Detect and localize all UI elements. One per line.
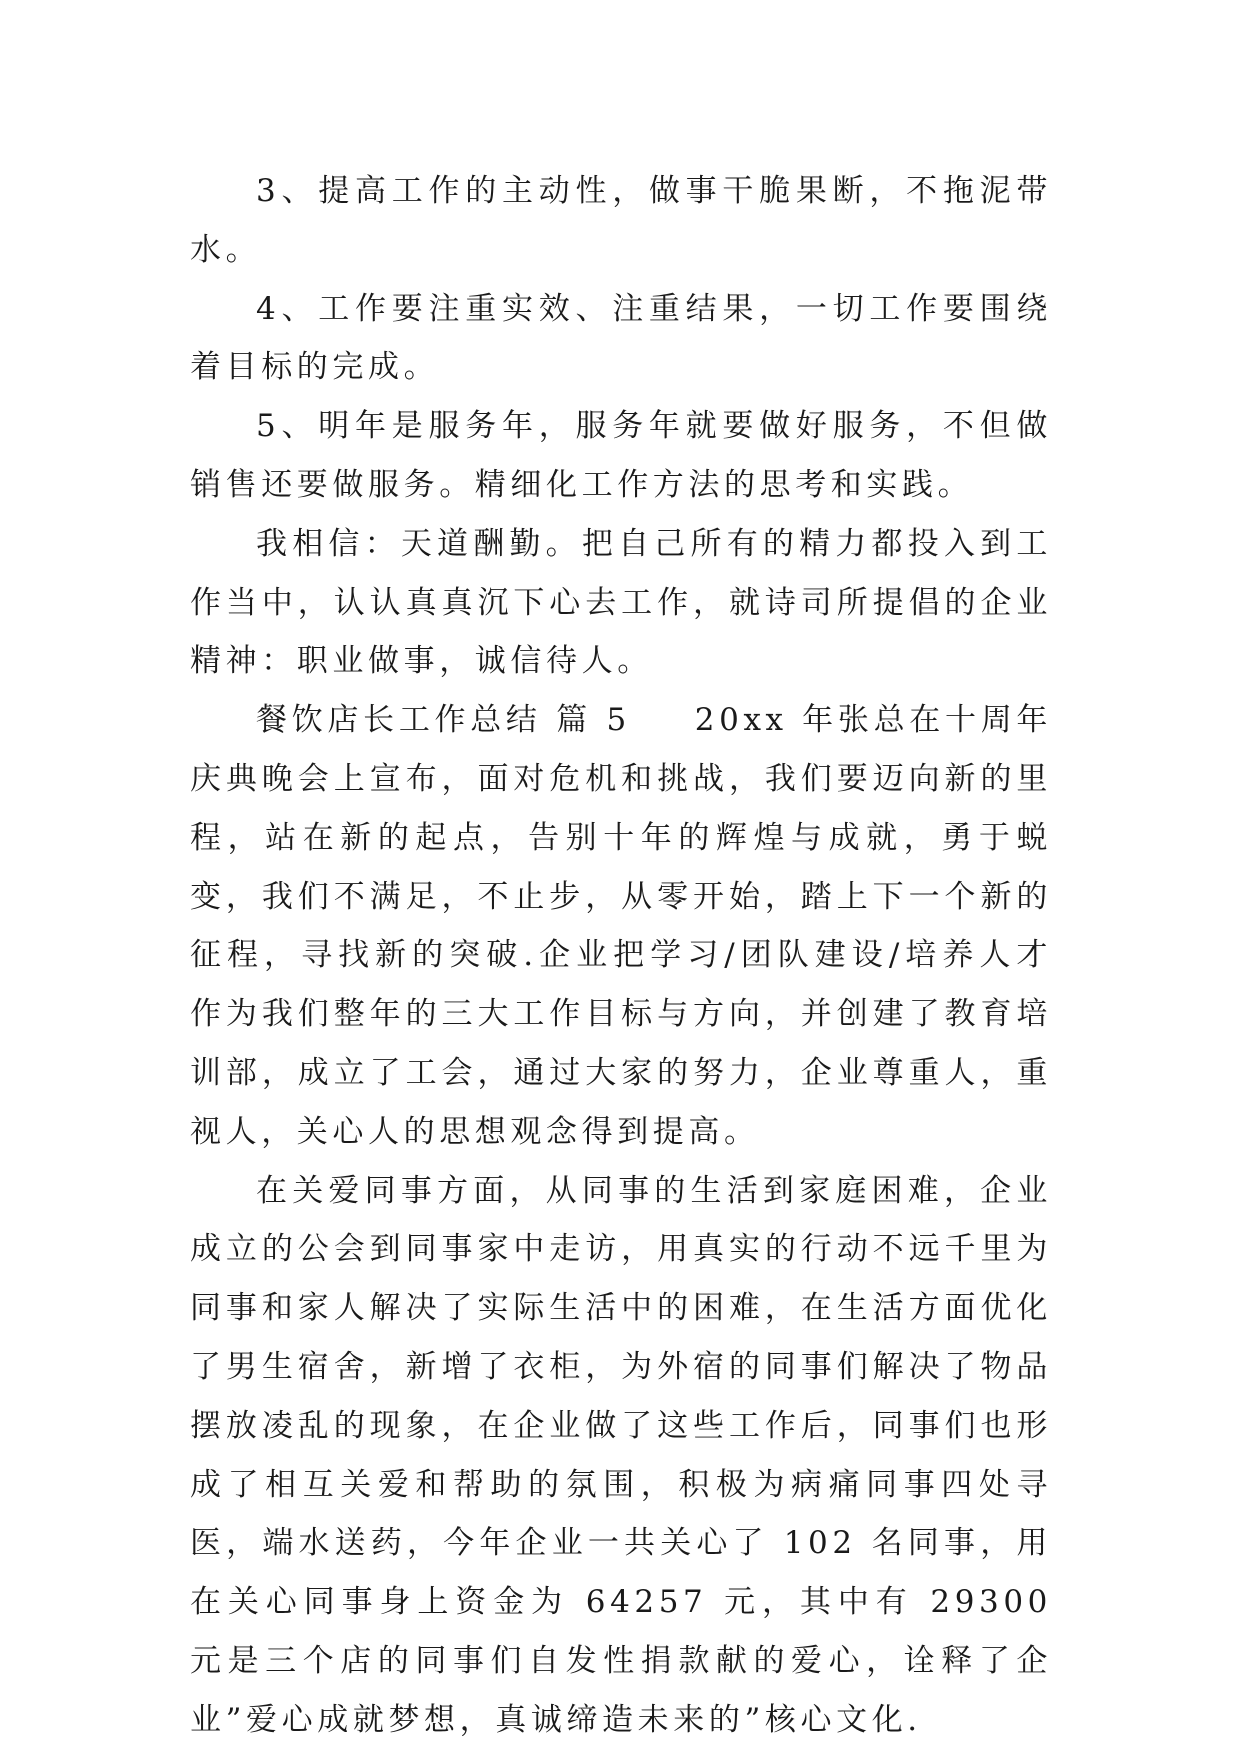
section-paragraph [190,691,1052,1161]
paragraph-item-3: 3、提高工作的主动性，做事干脆果断，不拖泥带水。 [190,173,1052,268]
paragraph-item-5: 5、明年是服务年，服务年就要做好服务，不但做销售还要做服务。精细化工作方法的思考和实践。 [190,408,1052,503]
paragraph-belief: 我相信：天道酬勤。把自己所有的精力都投入到工作当中，认认真真沉下心去工作，就诗司所提倡的企业精神：职业做事，诚信待人。 [190,525,1052,680]
document-body [190,162,1052,1750]
section-heading: 餐饮店长工作总结 篇 5 [256,702,631,739]
closing-paragraph: 在关爱同事方面，从同事的生活到家庭困难，企业成立的公会到同事家中走访，用真实的行动不远千里为同事和家人解决了实际生活中的困难，在生活方面优化了男生宿舍，新增了衣柜，为外宿的同事们解决了物品摆放凌乱的现象，在企业做了这些工作后，同事们也形成了相互关爱和帮助的氛围，积极为病痛同事四处寻医，端水送药，今年企业一共关心了 102 名同事，用在关心同事身上资金为 64257 元，其中有 29300 元是三个店的同事们自发性捐款献的爱心，诠释了企业”爱心成就梦想，真诚缔造未来的”核心文化. [190,1172,1052,1738]
paragraph-item-4: 4、工作要注重实效、注重结果，一切工作要围绕着目标的完成。 [190,290,1052,386]
section-first-paragraph: 20xx 年张总在十周年庆典晚会上宣布，面对危机和挑战，我们要迈向新的里程，站在新的起点，告别十年的辉煌与成就，勇于蜕变，我们不满足，不止步，从零开始，踏上下一个新的征程，寻找新的突破.企业把学习/团队建设/培养人才作为我们整年的三大工作目标与方向，并创建了教育培训部，成立了工会，通过大家的努力，企业尊重人，重视人，关心人的思想观念得到提高。 [190,702,1052,1150]
